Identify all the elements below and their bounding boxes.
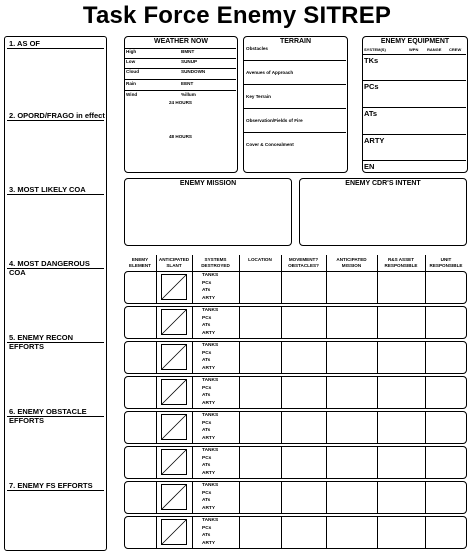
column-divider [156,307,157,338]
section-as-of: 1. AS OF [9,39,40,48]
col-header: RESPONSIBLE [429,262,463,268]
column-divider [326,342,327,373]
divider [7,268,104,269]
equipment-col: SYSTEM(S) [364,47,386,52]
column-divider [239,272,240,303]
terrain-item: Observation/Fields of Fire [246,118,303,123]
system-label: PCs [202,490,212,496]
table-header [124,255,467,271]
col-header: RESPONSIBLE [384,262,418,268]
col-header: UNIT [440,257,452,262]
column-divider [281,517,282,548]
equipment-panel [362,36,468,173]
equipment-header: ENEMY EQUIPMENT [380,38,450,45]
weather-panel [124,36,238,173]
column-divider [377,307,378,338]
system-label: TANKS [202,413,219,418]
weather-header: WEATHER NOW [154,38,208,45]
system-label: ATs [202,463,211,468]
column-divider [192,447,193,478]
terrain-panel [243,36,348,173]
column-divider [377,447,378,478]
system-label: ARTY [202,365,216,371]
column-divider [156,342,157,373]
column-divider [156,272,157,303]
column-divider [377,482,378,513]
system-label: PCs [202,350,212,356]
system-label: ATs [202,358,211,363]
column-divider [326,482,327,513]
column-divider [425,412,426,443]
page-title: Task Force Enemy SITREP [82,2,392,29]
column-divider [281,412,282,443]
column-divider [326,272,327,303]
col-header: R&S ASSET [387,257,415,262]
column-divider [425,342,426,373]
equipment-row: ATs [364,109,378,118]
system-label: PCs [202,280,212,286]
system-label: TANKS [202,518,219,523]
system-label: ARTY [202,540,216,546]
system-label: PCs [202,420,212,426]
slant-box [161,379,187,405]
column-divider [192,342,193,373]
system-label: ARTY [202,470,216,476]
col-header: SYSTEMS [204,257,227,262]
col-header: OBSTACLES? [288,262,319,268]
system-label: PCs [202,455,212,461]
divider [7,416,104,417]
column-divider [377,272,378,303]
left-sections-panel [4,36,107,551]
column-divider [425,447,426,478]
terrain-item: Cover & Concealment [246,142,294,147]
system-label: ATs [202,323,211,328]
slant-box [161,414,187,440]
equipment-row: EN [364,162,375,171]
column-divider [156,412,157,443]
enemy-mission-header: ENEMY MISSION [179,180,237,187]
system-label: TANKS [202,378,219,383]
terrain-item: Key Terrain [246,94,271,99]
divider [7,342,104,343]
column-divider [192,412,193,443]
system-label: ATs [202,498,211,503]
terrain-item: Avenues of Approach [246,70,294,75]
column-divider [281,447,282,478]
table-row [124,376,467,409]
table-row [124,411,467,444]
table-row [124,446,467,479]
section-fs-efforts: 7. ENEMY FS EFFORTS [9,481,93,490]
column-divider [281,377,282,408]
column-divider [377,517,378,548]
column-divider [326,447,327,478]
equipment-col: CREW [449,47,462,52]
system-label: ATs [202,428,211,433]
section-most-dangerous-coa: 4. MOST DANGEROUS COA [9,259,90,277]
equipment-row: PCs [364,82,379,91]
system-label: TANKS [202,448,219,453]
slant-box [161,274,187,300]
slant-box [161,344,187,370]
column-divider [239,307,240,338]
column-divider [156,482,157,513]
weather-label: Rain [126,81,136,86]
weather-label: Cloud [126,69,140,74]
column-divider [281,482,282,513]
column-divider [281,307,282,338]
system-label: TANKS [202,273,219,278]
col-header: DESTROYED [201,262,230,268]
column-divider [425,307,426,338]
col-header: LOCATION [248,257,272,262]
column-divider [425,482,426,513]
system-label: TANKS [202,343,219,348]
column-divider [192,307,193,338]
column-divider [425,377,426,408]
column-divider [239,447,240,478]
column-divider [377,377,378,408]
system-label: ARTY [202,330,216,336]
system-label: PCs [202,315,212,321]
divider [7,120,104,121]
section-opord: 2. OPORD/FRAGO in effect [9,111,105,120]
slant-box [161,519,187,545]
slant-box [161,449,187,475]
system-label: PCs [202,385,212,391]
divider [7,490,104,491]
col-header: MISSION [341,262,362,268]
weather-label: Wind [126,92,138,97]
column-divider [326,412,327,443]
column-divider [192,482,193,513]
column-divider [281,342,282,373]
system-label: ATs [202,393,211,398]
terrain-item: Obstacles [246,46,268,51]
table-row [124,481,467,514]
column-divider [425,517,426,548]
weather-label: BMNT [181,49,195,54]
table-row [124,516,467,549]
enemy-intent-panel [299,178,467,246]
divider [7,194,104,195]
system-label: TANKS [202,483,219,488]
enemy-mission-panel [124,178,292,246]
col-header: ELEMENT [129,262,151,268]
weather-label: High [126,49,137,54]
column-divider [377,412,378,443]
system-label: PCs [202,525,212,531]
column-divider [239,482,240,513]
weather-label: %illum [181,92,196,97]
col-header: ENEMY [131,257,149,262]
system-label: ARTY [202,295,216,301]
equipment-row: TKs [364,56,379,65]
column-divider [239,517,240,548]
weather-48h: 48 HOURS [169,134,192,139]
column-divider [192,377,193,408]
terrain-header: TERRAIN [279,38,312,45]
section-obstacle-efforts: 6. ENEMY OBSTACLE EFFORTS [9,407,87,425]
column-divider [239,412,240,443]
system-label: ARTY [202,400,216,406]
weather-label: Low [126,59,136,64]
column-divider [156,447,157,478]
column-divider [326,517,327,548]
column-divider [377,342,378,373]
table-row [124,341,467,374]
enemy-intent-header: ENEMY CDR'S INTENT [345,180,421,187]
system-label: ARTY [202,505,216,511]
divider [7,48,104,49]
table-row [124,271,467,304]
system-label: ARTY [202,435,216,441]
system-label: TANKS [202,308,219,313]
weather-label: SUNDOWN [181,69,206,74]
weather-label: EENT [181,81,194,86]
section-most-likely-coa: 3. MOST LIKELY COA [9,185,86,194]
column-divider [192,272,193,303]
col-header: ANTICIPATED [336,257,367,262]
equipment-col: WPN [409,47,419,52]
equipment-col: RANGE [427,47,442,52]
column-divider [156,517,157,548]
table-row [124,306,467,339]
system-label: ATs [202,288,211,293]
column-divider [239,342,240,373]
equipment-row: ARTY [364,136,385,145]
column-divider [192,517,193,548]
col-header: ANTICIPATED [158,257,190,262]
column-divider [281,272,282,303]
column-divider [425,272,426,303]
slant-box [161,309,187,335]
column-divider [326,377,327,408]
column-divider [326,307,327,338]
column-divider [156,377,157,408]
system-label: ATs [202,533,211,538]
weather-24h: 24 HOURS [169,100,192,105]
weather-label: SUNUP [181,59,198,64]
col-header: SLANT [166,262,182,268]
section-recon-efforts: 5. ENEMY RECON EFFORTS [9,333,74,351]
col-header: MOVEMENT? [288,257,319,262]
slant-box [161,484,187,510]
column-divider [239,377,240,408]
